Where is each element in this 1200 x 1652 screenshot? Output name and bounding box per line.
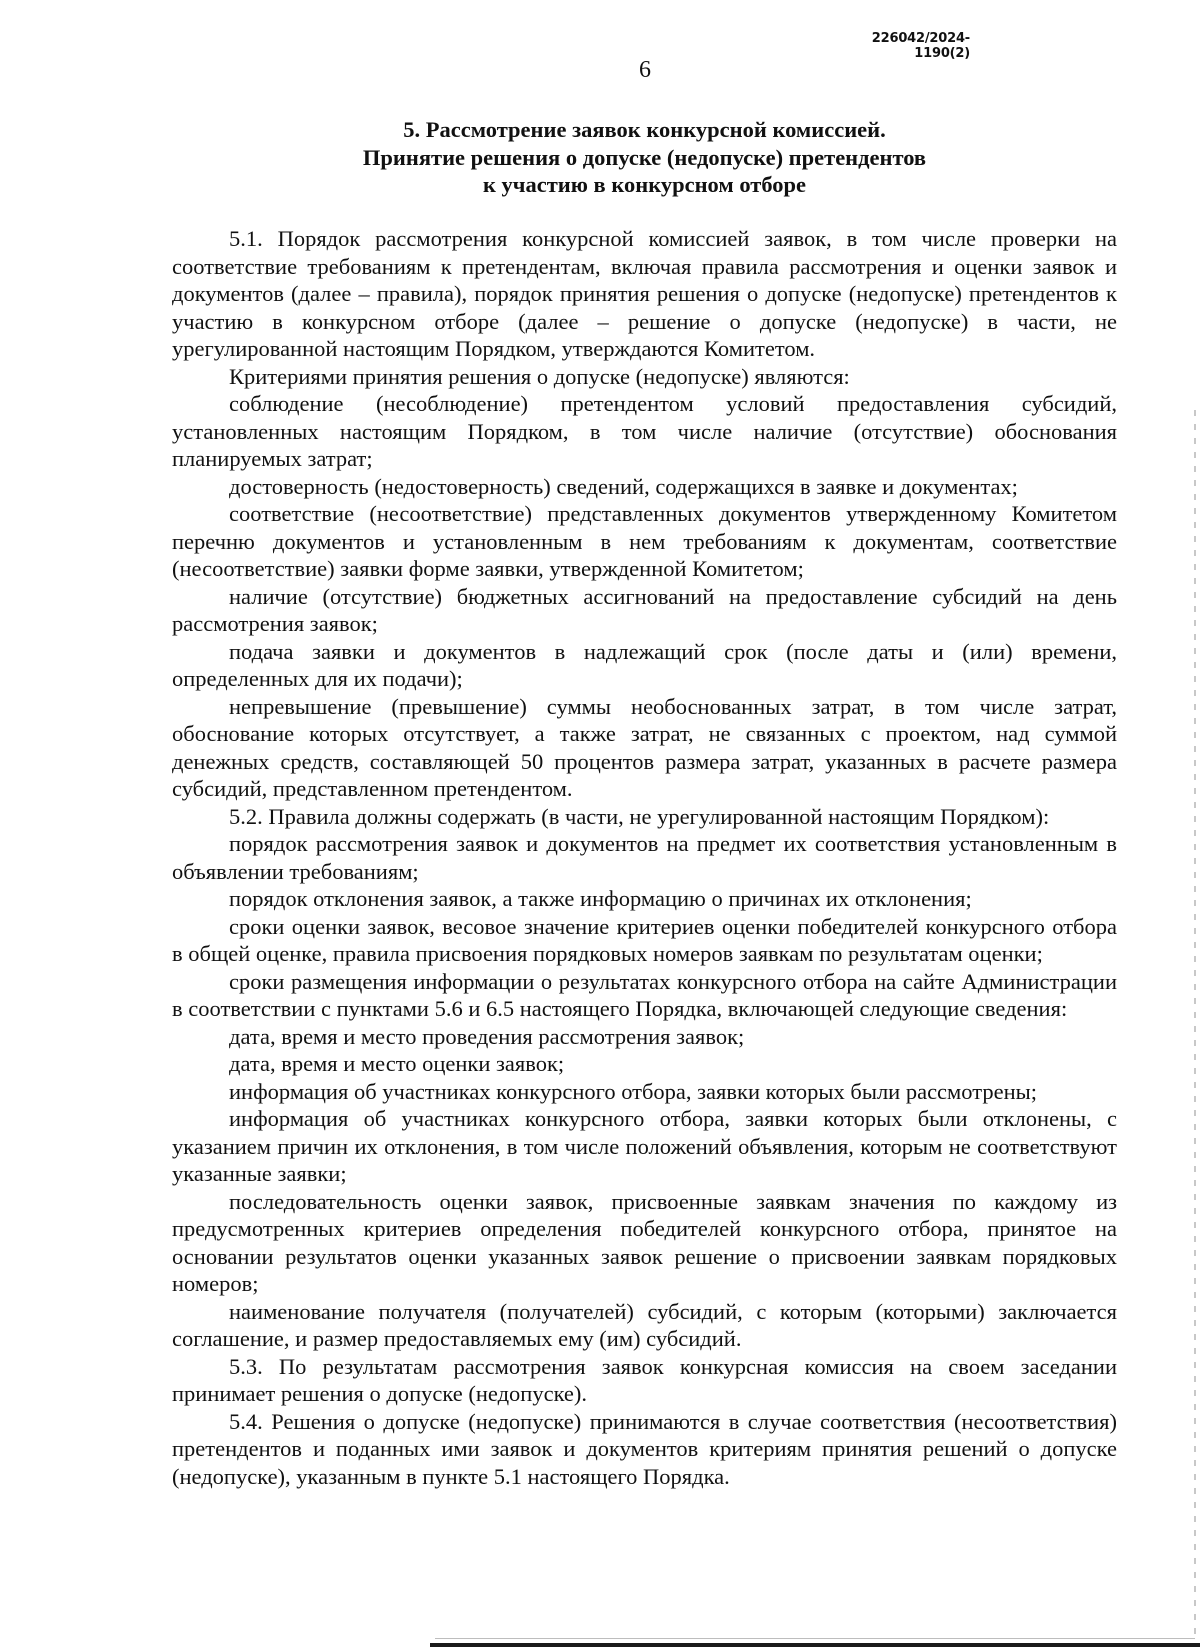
paragraph-criterion: подача заявки и документов в надлежащий срок (после даты и (или) времени, определенных для их подачи);: [172, 638, 1117, 691]
paragraph-5-1: 5.1. Порядок рассмотрения конкурсной комиссией заявок, в том числе проверки на соответствие требованиям к претендентам, включая правила рассмотрения и оценки заявок и документов (далее – правила), порядок принятия решения о допуске (недопуске) претендентов к участию в конкурсном отборе (далее – решение о допуске (недопуске) в части, не урегулированной настоящим Порядком, утверждаются Комитетом.: [172, 226, 1117, 361]
paragraph-5-3: 5.3. По результатам рассмотрения заявок конкурсная комиссия на своем заседании принимает решения о допуске (недопуске).: [172, 1353, 1117, 1406]
section-title: [172, 116, 1117, 199]
paragraph-5-2: 5.2. Правила должны содержать (в части, не урегулированной настоящим Порядком):: [229, 803, 1050, 829]
paragraph-rule-item: порядок отклонения заявок, а также информацию о причинах их отклонения;: [229, 886, 972, 911]
scan-edge-artifact: [1194, 410, 1196, 1640]
paragraph-criterion: соответствие (несоответствие) представленных документов утвержденному Комитетом перечню документов и установленным в нем требованиям к документам, соответствие (несоответствие) заявки форме заявки, утвержденной Комитетом;: [172, 501, 1117, 581]
paragraph-info-item: дата, время и место проведения рассмотрения заявок;: [229, 1023, 745, 1049]
paragraph-info-item: наименование получателя (получателей) субсидий, с которым (которыми) заключается соглашение, и размер предоставляемых ему (им) субсидий.: [172, 1298, 1117, 1351]
paragraph-info-item: информация об участниках конкурсного отбора, заявки которых были отклонены, с указанием причин их отклонения, в том числе положений объявления, которым не соответствуют указанные заявки;: [172, 1106, 1117, 1186]
paragraph-criterion: непревышение (превышение) суммы необоснованных затрат, в том числе затрат, обоснование которых отсутствует, а также затрат, не связанных с проектом, над суммой денежных средств, составляющей 50 процентов размера затрат, указанных в расчете размера субсидий, представленном претендентом.: [172, 693, 1117, 801]
paragraph-info-item: дата, время и место оценки заявок;: [229, 1051, 565, 1076]
document-body: [172, 225, 1117, 1490]
paragraph-info-item: информация об участниках конкурсного отбора, заявки которых были рассмотрены;: [229, 1078, 1037, 1104]
paragraph-info-item: последовательность оценки заявок, присвоенные заявкам значения по каждому из предусмотренных критериев определения победителей конкурсного отбора, принятое на основании результатов оценки указанных заявок решение о присвоении заявкам порядковых номеров;: [172, 1188, 1117, 1296]
paragraph-criteria-intro: Критериями принятия решения о допуске (недопуске) являются:: [229, 363, 850, 389]
scan-line-artifact: [430, 1643, 1200, 1647]
section-title-line-3: к участию в конкурсном отборе: [482, 172, 807, 197]
paragraph-rule-item: порядок рассмотрения заявок и документов на предмет их соответствия установленным в объявлении требованиям;: [172, 831, 1117, 884]
paragraph-rule-item: сроки оценки заявок, весовое значение критериев оценки победителей конкурсного отбора в общей оценке, правила присвоения порядковых номеров заявкам по результатам оценки;: [172, 913, 1117, 966]
document-number: 226042/2024-1190(2): [871, 31, 970, 61]
scan-line-faint: [435, 1638, 1195, 1639]
paragraph-criterion: соблюдение (несоблюдение) претендентом условий предоставления субсидий, установленных настоящим Порядком, в том числе наличие (отсутствие) обоснования планируемых затрат;: [172, 391, 1117, 471]
paragraph-criterion: наличие (отсутствие) бюджетных ассигнований на предоставление субсидий на день рассмотрения заявок;: [172, 583, 1117, 636]
section-title-line-1: 5. Рассмотрение заявок конкурсной комиссией.: [403, 117, 886, 142]
paragraph-rule-item: сроки размещения информации о результатах конкурсного отбора на сайте Администрации в соответствии с пунктами 5.6 и 6.5 настоящего Порядка, включающей следующие сведения:: [172, 968, 1117, 1021]
paragraph-criterion: достоверность (недостоверность) сведений, содержащихся в заявке и документах;: [229, 473, 1018, 499]
section-title-line-2: Принятие решения о допуске (недопуске) претендентов: [362, 144, 927, 170]
page-number: 6: [639, 57, 651, 83]
paragraph-5-4: 5.4. Решения о допуске (недопуске) принимаются в случае соответствия (несоответствия) претендентов и поданных ими заявок и документов критериям принятия решений о допуске (недопуске), указанным в пункте 5.1 настоящего Порядка.: [172, 1408, 1117, 1489]
